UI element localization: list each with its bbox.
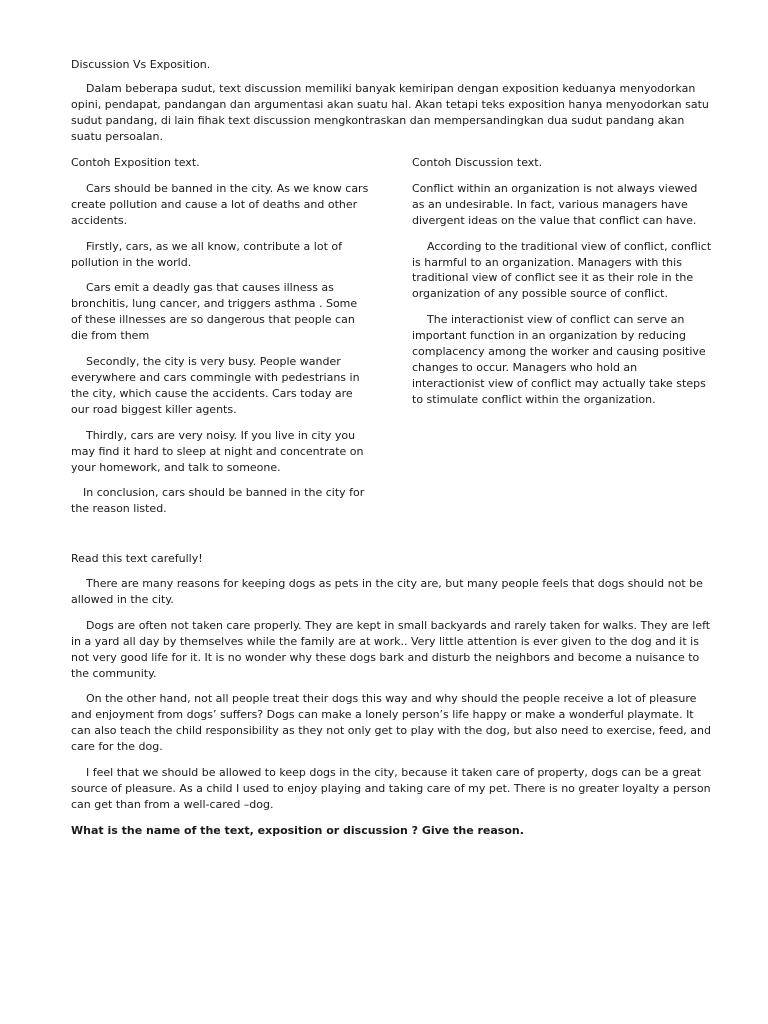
exposition-paragraph: Firstly, cars, as we all know, contribute a lot of pollution in the world. <box>71 239 342 269</box>
discussion-heading: Contoh Discussion text. <box>412 156 543 169</box>
discussion-paragraph: The interactionist view of conflict can serve an important function in an organization by reducing complacency among the worker and causing positive changes to occur. Managers who hold an interactionist view of conflict may actually take steps to stimulate conflict within the organization. <box>412 313 706 406</box>
document-title: Discussion Vs Exposition. <box>71 58 211 71</box>
exposition-paragraph: Thirdly, cars are very noisy. If you live in city you may find it hard to sleep at night and concentrate on your homework, and talk to someone. <box>71 428 364 474</box>
discussion-paragraph: Conflict within an organization is not always viewed as an undesirable. In fact, various managers have divergent ideas on the value that conflict can have. <box>412 181 698 227</box>
exposition-paragraph: Cars should be banned in the city. As we know cars create pollution and cause a lot of deaths and other accidents. <box>71 181 369 227</box>
reading-heading: Read this text carefully! <box>71 552 203 565</box>
discussion-column <box>412 155 712 418</box>
reading-paragraph: Dogs are often not taken care properly. They are kept in small backyards and rarely taken for walks. They are left in a yard all day by themselves while the family are at work.. Very little attention is ever given to the dog and it is not very good life for it. It is no wonder why these dogs bark and disturb the neighbors and become a nuisance to the community. <box>71 618 711 680</box>
intro-paragraph: Dalam beberapa sudut, text discussion memiliki banyak kemiripan dengan exposition keduanya menyodorkan opini, pendapat, pandangan dan argumentasi akan suatu hal. Akan tetapi teks exposition hanya menyodorkan satu sudut pandang, di lain fihak text discussion mengkontraskan dan mempersandingkan dua sudut pandang akan suatu persoalan. <box>71 82 709 143</box>
exposition-heading: Contoh Exposition text. <box>71 156 200 169</box>
reading-paragraph: There are many reasons for keeping dogs as pets in the city are, but many people feels that dogs should not be allowed in the city. <box>71 577 703 606</box>
reading-question: What is the name of the text, exposition or discussion ? Give the reason. <box>71 823 524 837</box>
exposition-paragraph: In conclusion, cars should be banned in the city for the reason listed. <box>71 486 365 516</box>
reading-section <box>71 576 711 849</box>
exposition-paragraph: Secondly, the city is very busy. People wander everywhere and cars commingle with pedestrians in the city, which cause the accidents. Cars today are our road biggest killer agents. <box>71 355 360 416</box>
exposition-column <box>71 155 371 527</box>
reading-paragraph: I feel that we should be allowed to keep dogs in the city, because it taken care of property, dogs can be a great source of pleasure. As a child I used to enjoy playing and taking care of my pet. There is no greater loyalty a person can get than from a well-cared –dog. <box>71 766 711 811</box>
discussion-paragraph: According to the traditional view of conflict, conflict is harmful to an organization. Managers with this traditional view of conflict see it as their role in the organization of any possible source of conflict. <box>412 239 712 301</box>
reading-paragraph: On the other hand, not all people treat their dogs this way and why should the people receive a lot of pleasure and enjoyment from dogs’ suffers? Dogs can make a lonely person’s life happy or make a wonderful playmate. It can also teach the child responsibility as they not only get to play with the dog, but also need to exercise, feed, and care for the dog. <box>71 692 711 754</box>
exposition-paragraph: Cars emit a deadly gas that causes illness as bronchitis, lung cancer, and triggers asthma . Some of these illnesses are so dangerous that people can die from them <box>71 281 358 343</box>
